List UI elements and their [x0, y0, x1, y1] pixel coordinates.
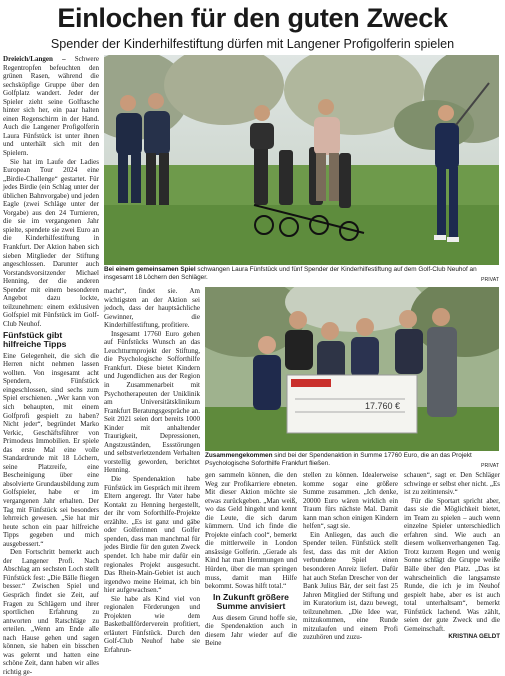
author: KRISTINA GELDT: [448, 633, 500, 641]
subheading: In Zukunft größere Summe anvisiert: [213, 591, 289, 612]
paragraph: gen sammeln können, die den Weg zur Profikarriere ebneten. Mit dieser Aktion möchte sie etwas zurückgeben. „Man weiß, wo das Geld hingeht und kennt die Leute, die sich darum kümmern. Und ich finde die Projekte einfach cool“, bemerkt die mittlerweile in London ansässige Golferin. „Gerade als Kind hat man Hemmungen und Hürden, über die man springen muss, damit man Hilfe bekommt. Sowas hilft total.“: [205, 471, 297, 591]
paragraph: schauen“, sagt er. Den Schläger schwinge er selbst eher nicht. „Es ist zu zeitintensiv.“: [404, 471, 500, 497]
golfers-photo-illustration: [104, 55, 499, 265]
paragraph: Den Fortschritt bemerkt auch der Langener Profi. Nach Abschlag am sechsten Loch stellt Fünfstück fest: „Die Bälle fliegen besser.“ Zwischen Spiel und Gespräch findet sie Zeit, auf Fragen zu Schlägern und ihrer sportlichen Erfahrung zu antworten und Ratschläge zu erteilen. „Wenn am Ende alle nach Hause gehen und sagen können, sie haben ein bisschen was gelernt und hatten eine schöne Zeit, dann haben wir alles richtig ge-: [3, 548, 99, 676]
check-amount: 17.760 €: [365, 401, 401, 411]
subheading: Fünfstück gibt hilfreiche Tipps: [3, 329, 67, 350]
paragraph: Insgesamt 17760 Euro gehen auf Fünfstücks Wunsch an das Leuchtturmprojekt der Stiftung, die Psychologische Sofforthilfe Frankfurt. Diese bietet Kindern und Jugendlichen aus der Region in Zusammenarbeit mit Psychotherapeuten der Uniklinik am Universitätsklinikum Frankfurt Beratungsgespräche an. Seit 2021 seien dort bereits 1000 Kinder mit anhaltender Traurigkeit, Depressionen, Angstzuständen, Essstörungen und selbstverletzendem Verhalten vorstellig geworden, berichtet Henning.: [104, 329, 200, 475]
article-column-1: [3, 55, 100, 676]
article-column-3: [205, 471, 297, 646]
paragraph: Sie habe als Kind viel von regionalen Förderungen und Projekten wie dem Basketballförderverein profitiert, erläutert Fünfstück. Durch den Golf-Club Neuhof habe sie Erfahrun-: [104, 594, 200, 654]
paragraph: Die Spendenaktion habe Fünfstück im Gespräch mit ihrem Eltern angeregt. Ihr Vater habe Kontakt zu Henning hergestellt, der ihr vom Soforthilfe-Projekte erzählte. „Es ist ganz und gäbe oder Golferinnen und Golfer spenden, dass man manchmal für jedes Birdie für den guten Zweck spendet. Ich habe mir dafür ein regionales Projekt ausgesucht. Das Rhein-Main-Gebiet ist auch irgendwo meine Heimat, ich bin hier aufgewachsen.“: [104, 475, 200, 595]
paragraph: [404, 496, 500, 641]
photo-golfers-group: [104, 55, 499, 265]
paragraph: Eine Gelegenheit, die sich die Herren nicht nehmen lassen wollten. Von insgesamt acht Spendern, Fünfstück eingeschlossen, sind sechs zum Spiel erschienen. „Wer kann von sich behaupten, mit einem Golfprofi gespielt zu haben? Nicht jeder“, begründet Marko Verkic, Geschäftsführer von Primodeus Immobilien. Er spiele das erste Mal eine volle Standardrunde mit 18 Löchern, seine Platzreife, eine Bescheinigung über eine absolvierte Grundausbildung zum Golfspieler, habe er im vergangenen Jahr erhalten. Der Tag mit Fünfstück sei besonders lehrreich gewesen. „Sie hat mir heute schon ein paar hilfreiche Tipps gegeben und mich ausgebessert.“: [3, 351, 99, 548]
caption-bold: Bei einem gemeinsamen Spiel: [104, 266, 196, 273]
paragraph-text: Schwere Regentropfen befeuchten den grünen Rasen, während die sechsköpfige Gruppe über den Golfplatz wandert. Jeder der Spieler zieht seine Golftasche hinter sich her, ein paar halten einen Regenschirm in der Hand. Auch die Langener Profigolferin Laura Fünfstück ist unter ihnen und unterhält sich mit den Spielern.: [3, 55, 100, 158]
paragraph: Aus diesem Grund hoffe sie, die Spendenaktion auch in diesem Jahr wieder auf die Beine: [205, 613, 297, 648]
lead-paragraph: [3, 55, 99, 158]
dateline: Dreieich/Langen –: [3, 55, 66, 63]
paragraph-text: Für die Sportart spricht aber, dass sie die Möglichkeit bietet, im Team zu spielen – auch wenn einzelne Spieler unterschiedlich erfahren sind. Wie auch an diesem wolkenverhangenen Tag. Trotz kurzem Regen und wenig Sonne schlägt die Gruppe weiße Bälle über den Platz. „Das ist wahrscheinlich die langsamste Runde, die ich je im Neuhof gespielt habe, aber es ist auch total unterhaltsam“, bemerkt Fünfstück lachend. Was zählt, seien der gute Zweck und die Gemeinschaft.: [404, 496, 500, 633]
headline: Einlochen für den guten Zweck: [57, 3, 448, 33]
article-column-4: [303, 471, 398, 646]
subheadline: Spender der Kinderhilfestiftung dürfen mit Langener Profigolferin spielen: [50, 37, 455, 51]
photo-credit-1: PRIVAT: [481, 277, 499, 283]
paragraph: Sie hat im Laufe der Ladies European Tour 2024 eine „Birdie-Challenge“ gestartet. Für jedes Birdie (ein Schlag unter der üblichen Bahnvorgabe) und jeden Eagle (zwei Schläge unter der Vorgabe) aus den 24 Turnieren, die sie im vergangenen Jahr spielte, spendete sie zwei Euro an die Kinderhilfestiftung in Frankfurt. Der Aktion haben sich sieben Mitglieder der Stiftung angeschlossen. Darunter auch Vorstandsvorsitzender Michael Henning, der die anderen Spender mit einem besonderen Angebot dazu lockte, teilzunehmen: einem exklusiven Golfspiel mit Fünfstück im Golf-Club Neuhof.: [3, 157, 99, 328]
check-handover-photo-illustration: [205, 287, 499, 451]
paragraph: Ein Anliegen, das auch die Spender teilen. Fünfstück stellt fest, dass das mit der Aktion verbundene Spiel einen besonderen Anreiz liefert. Dafür hat auch Stefan Drescher von der Bank Julius Bär, der seit fast 25 Jahren Mitglied der Stiftung und im Kuratorium ist, dazu bewegt, teilzunehmen. „Die Idee war, mitzukommen, eine Runde mitzulaufen und einem Profi zuzuhören und zuzu-: [303, 530, 398, 642]
article-column-2: [104, 287, 200, 654]
paragraph: stellen zu können. Idealerweise komme sogar eine größere Summe zusammen. „Ich denke, 20000 Euro wären wirklich ein Traum fürs nächste Mal. Damit kann man schon einigen Kindern helfen“, sagt sie.: [303, 471, 398, 531]
paragraph: macht“, findet sie. Am wichtigsten an der Aktion sei jedoch, dass der hauptsächliche Gewinner, die Kinderhilfestiftung, profitiere.: [104, 287, 200, 330]
caption-text: sind bei der Spendenaktion in Summe 17760 Euro, die an das Projekt Psychologische Soforthilfe Frankfurt fließen.: [205, 452, 472, 467]
photo-check-handover: [205, 287, 499, 451]
caption-bold: Zusammengekommen: [205, 452, 273, 459]
article-column-5: [404, 471, 500, 646]
photo-credit-2: PRIVAT: [481, 463, 499, 469]
caption-text: schwangen Laura Fünfstück und fünf Spender der Kinderhilfestiftung auf dem Golf-Club Neuhof an insgesamt 18 Löchern den Schläger.: [104, 266, 477, 281]
